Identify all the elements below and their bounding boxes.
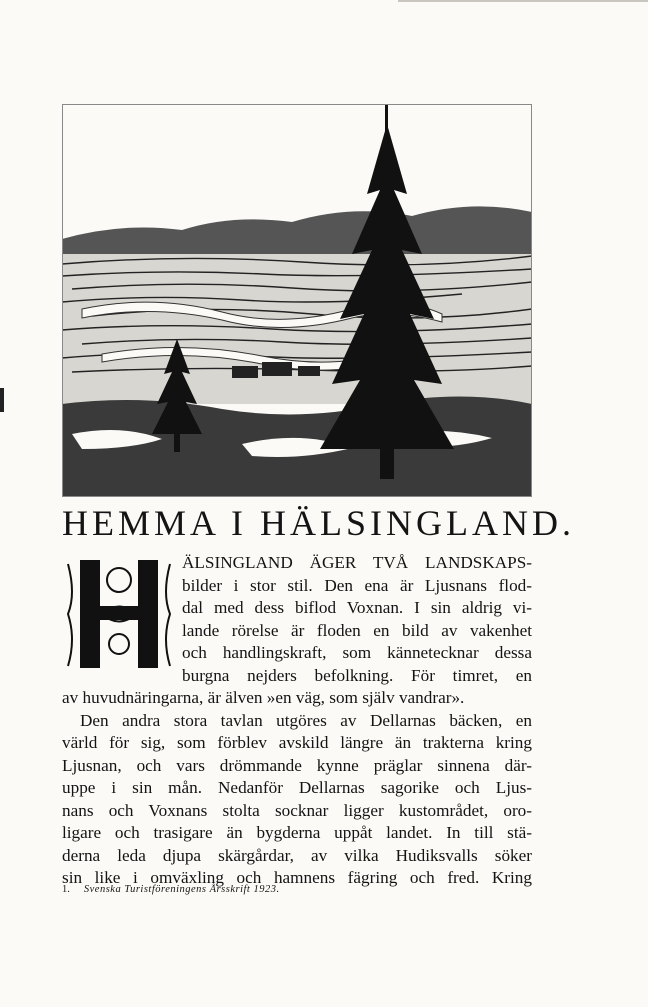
body-text (62, 552, 532, 890)
text-line: uppe i sin mån. Nedanför Dellarnas sagorike och Ljus- (62, 778, 532, 797)
page-edge (398, 0, 648, 2)
text-line: Den andra stora tavlan utgöres av Dellarnas bäcken, en (80, 710, 532, 730)
text-line: bilder i stor stil. Den ena är Ljusnans flod- (182, 575, 532, 595)
chapter-heading: HEMMA I HÄLSINGLAND. (62, 503, 575, 543)
landscape-illustration (62, 104, 532, 497)
landscape-woodcut-icon (62, 104, 532, 497)
text-line: ÄLSINGLAND ÄGER TVÅ LANDSKAPS- (182, 553, 532, 572)
text-line: derna leda djupa skärgårdar, av vilka Hudiksvalls söker (62, 845, 532, 865)
text-line: av huvudnäringarna, är älven »en väg, som själv vandrar». (62, 688, 465, 707)
footnote-mark: 1. (62, 884, 70, 895)
text-line: ligare och trasigare än bygderna uppåt landet. In till stä- (62, 823, 532, 842)
dropcap-letter: H (118, 620, 120, 621)
text-line: nans och Voxnans stolta socknar ligger kustområdet, oro- (62, 800, 532, 820)
footnote (62, 884, 532, 895)
text-line: lande rörelse är floden en bild av vakenhet (182, 620, 532, 640)
text-line: sin like i omväxling och hamnens fägring och fred. Kring (62, 868, 532, 887)
text-line: och handlingskraft, som kännetecknar dessa (182, 643, 532, 662)
text-line: dal med dess biflod Voxnan. I sin aldrig vi- (182, 598, 532, 617)
text-line: Ljusnan, och vars drömmande kynne präglar sinnena där- (62, 755, 532, 775)
margin-mark (0, 388, 4, 412)
text-line: burgna nejders befolkning. För timret, en (182, 665, 532, 685)
text-line: värld för sig, som förblev avskild längre än trakterna kring (62, 733, 532, 752)
footnote-source: Svenska Turistföreningens Årsskrift 1923. (83, 884, 280, 895)
ornamental-initial-icon (62, 554, 176, 674)
